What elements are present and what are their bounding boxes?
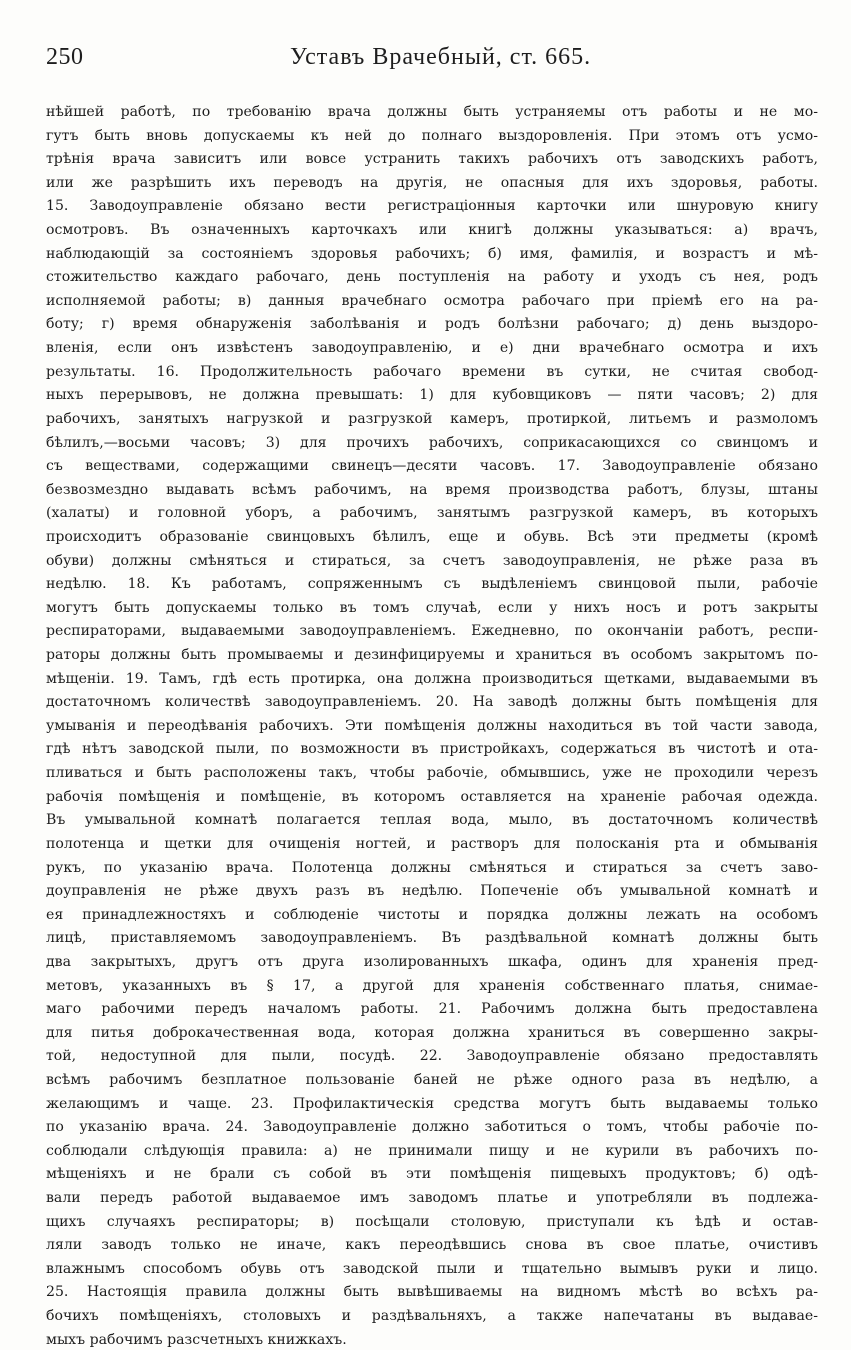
page-header [46,44,806,84]
text-line: лицѣ, приставляемомъ заводоуправленіемъ. Въ раздѣвальной комнатѣ должны быть [46,930,818,947]
text-line: респираторами, выдаваемыми заводоуправленіемъ. Ежедневно, по окончаніи работъ, респи- [46,623,818,640]
text-line: щихъ случаяхъ респираторы; в) посѣщали столовую, приступали къ ѣдѣ и остав- [46,1213,818,1230]
text-line: 25. Настоящія правила должны быть вывѣшиваемы на видномъ мѣстѣ во всѣхъ ра- [46,1284,818,1301]
text-line: результаты. 16. Продолжительность рабочаго времени въ сутки, не считая свобод- [46,363,818,380]
text-line: наблюдающій за состояніемъ здоровья рабочихъ; б) имя, фамилія, и возрастъ и мѣ- [46,245,818,262]
text-line: умыванія и переодѣванія рабочихъ. Эти помѣщенія должны находиться въ той части завода, [46,717,818,734]
text-line: обуви) должны смѣняться и стираться, за счетъ заводоуправленія, не рѣже раза въ [46,552,818,569]
text-line: стожительство каждаго рабочаго, день поступленія на работу и уходъ съ нея, родъ [46,269,818,286]
text-line: мѣщеніи. 19. Тамъ, гдѣ есть протирка, она должна производиться щетками, выдаваемыми въ [46,670,818,687]
text-line: исполняемой работы; в) данныя врачебнаго осмотра рабочаго при пріемѣ его на ра- [46,292,818,309]
text-line: осмотровъ. Въ означенныхъ карточкахъ или книгѣ должны указываться: а) врачъ, [46,222,818,239]
text-line: маго рабочими передъ началомъ работы. 21. Рабочимъ должна быть предоставлена [46,1001,818,1018]
text-line: нѣйшей работѣ, по требованію врача должны быть устраняемы отъ работы и не мо- [46,104,818,120]
text-line: могутъ быть допускаемы только въ томъ случаѣ, если у нихъ носъ и ротъ закрыты [46,599,818,616]
text-line: по указанію врача. 24. Заводоуправленіе должно заботиться о томъ, чтобы рабочіе по- [46,1119,818,1136]
text-line: гдѣ нѣтъ заводской пыли, по возможности въ пристройкахъ, содержаться въ чистотѣ и ота- [46,741,818,758]
text-line: или же разрѣшить ихъ переводъ на другія, не опасныя для ихъ здоровья, работы. [46,174,818,191]
text-line: бѣлилъ,—восьми часовъ; 3) для прочихъ рабочихъ, соприкасающихся со свинцомъ и [46,434,818,451]
text-line: гутъ быть вновь допускаемы къ ней до полнаго выздоровленія. При этомъ отъ усмо- [46,127,818,144]
body-text [46,101,818,1352]
text-line: бочихъ помѣщеніяхъ, столовыхъ и раздѣвальняхъ, а также напечатаны въ выдавае- [46,1308,818,1325]
text-line: метовъ, указанныхъ въ § 17, а другой для храненія собственнаго платья, снимае- [46,977,818,994]
text-line: ныхъ перерывовъ, не должна превышать: 1) для кубовщиковъ — пяти часовъ; 2) для [46,387,818,404]
text-line: полотенца и щетки для очищенія ногтей, и растворъ для полосканія рта и обмыванія [46,835,818,852]
running-title: Уставъ Врачебный, ст. 665. [290,44,592,70]
text-line: рабочихъ, занятыхъ нагрузкой и разгрузкой камеръ, протиркой, литьемъ и размоломъ [46,410,818,427]
text-line: два закрытыхъ, другъ отъ друга изолированныхъ шкафа, одинъ для храненія пред- [46,953,818,970]
text-line: ляли заводъ только не иначе, какъ переодѣвшись снова въ свое платье, очистивъ [46,1237,818,1254]
text-line: 15. Заводоуправленіе обязано вести регистраціонныя карточки или шнуровую книгу [46,198,818,215]
text-line: желающимъ и чаще. 23. Профилактическія средства могутъ быть выдаваемы только [46,1095,818,1112]
text-line: трѣнія врача зависитъ или вовсе устранить такихъ рабочихъ отъ заводскихъ работъ, [46,151,818,168]
text-line: боту; г) время обнаруженія заболѣванія и родъ болѣзни рабочаго; д) день выздоро- [46,316,818,333]
text-line: недѣлю. 18. Къ работамъ, сопряженнымъ съ выдѣленіемъ свинцовой пыли, рабочіе [46,576,818,593]
text-line: той, недоступной для пыли, посудѣ. 22. Заводоуправленіе обязано предоставлять [46,1048,818,1065]
text-line: влажнымъ способомъ обувь отъ заводской пыли и тщательно вымывъ руки и лицо. [46,1260,818,1277]
text-line: мѣщеніяхъ и не брали съ собой въ эти помѣщенія пищевыхъ продуктовъ; б) одѣ- [46,1166,818,1183]
page-number: 250 [46,44,84,70]
text-line: всѣмъ рабочимъ безплатное пользованіе баней не рѣже одного раза въ недѣлю, а [46,1071,818,1088]
text-line: происходитъ образованіе свинцовыхъ бѣлилъ, еще и обувь. Всѣ эти предметы (кромѣ [46,528,818,545]
text-line: мыхъ рабочимъ разсчетныхъ книжкахъ. [46,1331,347,1348]
text-line: доуправленія не рѣже двухъ разъ въ недѣлю. Попеченіе объ умывальной комнатѣ и [46,883,818,900]
text-line: рукъ, по указанію врача. Полотенца должны смѣняться и стираться за счетъ заво- [46,859,818,876]
text-line: соблюдали слѣдующія правила: а) не принимали пищу и не курили въ рабочихъ по- [46,1142,818,1159]
text-line: безвозмездно выдавать всѣмъ рабочимъ, на время производства работъ, блузы, штаны [46,481,818,498]
text-line: Въ умывальной комнатѣ полагается теплая вода, мыло, въ достаточномъ количествѣ [46,812,818,829]
text-line: (халаты) и головной уборъ, а рабочимъ, занятымъ разгрузкой камеръ, въ которыхъ [46,505,818,522]
text-line: вленія, если онъ извѣстенъ заводоуправленію, и е) дни врачебнаго осмотра и ихъ [46,340,818,357]
text-line: для питья доброкачественная вода, которая должна храниться въ совершенно закры- [46,1024,818,1041]
text-line: раторы должны быть промываемы и дезинфицируемы и храниться въ особомъ закрытомъ по- [46,647,818,664]
text-line: рабочія помѣщенія и помѣщеніе, въ которомъ оставляется на храненіе рабочая одежда. [46,788,818,805]
text-line: достаточномъ количествѣ заводоуправленіемъ. 20. На заводѣ должны быть помѣщенія для [46,694,818,711]
text-line: ея принадлежностяхъ и соблюденіе чистоты и порядка должны лежать на особомъ [46,906,818,923]
text-line: пливаться и быть расположены такъ, чтобы рабочіе, обмывшись, уже не проходили черезъ [46,765,818,782]
text-line: вали передъ работой выдаваемое имъ заводомъ платье и употребляли въ подлежа- [46,1190,818,1207]
text-line: съ веществами, содержащими свинецъ—десяти часовъ. 17. Заводоуправленіе обязано [46,458,818,475]
